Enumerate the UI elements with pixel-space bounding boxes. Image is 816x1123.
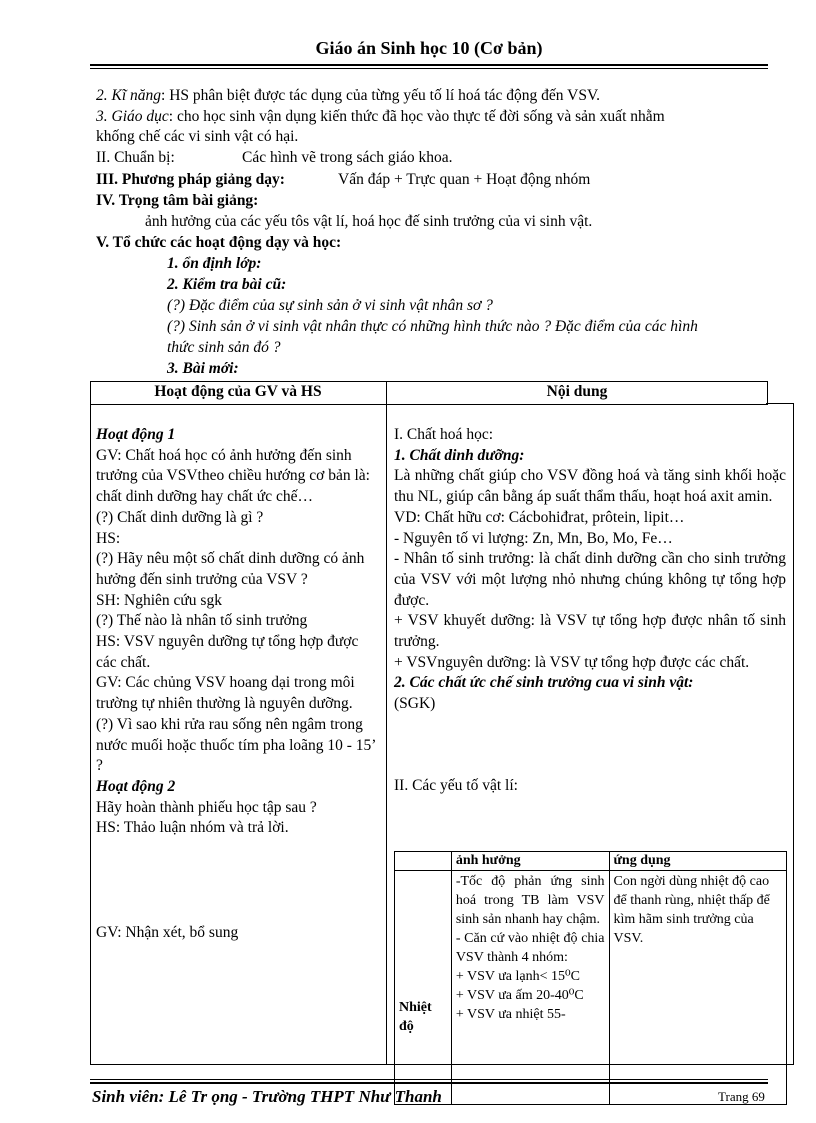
page-number: Trang 69 — [718, 1089, 765, 1104]
section-chemical: I. Chất hoá học: — [394, 426, 494, 443]
effect-line: + VSV ưa lạnh< 15⁰C — [455, 969, 580, 984]
review-question-2-cont: thức sinh sản đó ? — [167, 339, 281, 356]
footer-author: Sinh viên: Lê Tr ọng - Trường THPT Như Thanh — [92, 1087, 442, 1106]
footer-rule-thin — [90, 1079, 768, 1080]
activity-line: GV: Chất hoá học có ảnh hưởng đến sinh trưởng của VSVtheo chiều hướng cơ bản là: chất dinh dưỡng hay chất ức chế… — [96, 446, 370, 506]
physical-factors-table — [394, 851, 787, 1105]
step-3: 3. Bài mới: — [167, 360, 239, 377]
activity-line: SH: Nghiên cứu sgk — [96, 591, 222, 609]
table-header-right: Nội dung — [546, 383, 608, 400]
footer-rule — [90, 1082, 768, 1084]
effect-line: - Căn cứ vào nhiệt độ chia VSV thành 4 nhóm: — [455, 931, 605, 965]
activity-line: Hãy hoàn thành phiếu học tập sau ? — [96, 798, 317, 816]
temperature-effect-cell — [451, 871, 609, 1105]
table-body-edge — [766, 403, 793, 404]
subsection-nutrients: 1. Chất dinh dưỡng: — [394, 446, 525, 464]
activity-line: GV: Nhận xét, bổ sung — [96, 924, 239, 942]
edu-label: 3. Giáo dục — [96, 108, 169, 125]
method-line — [96, 170, 591, 190]
content-column — [394, 425, 786, 797]
prep-line — [96, 148, 453, 168]
section-physical: II. Các yếu tố vật lí: — [394, 776, 518, 794]
edu-line-2: khống chế các vi sinh vật có hại. — [96, 128, 299, 145]
activity-line: (?) Chất dinh dưỡng là gì ? — [96, 508, 264, 526]
header-rule-thin — [90, 68, 768, 69]
content-line: VD: Chất hữu cơ: Cácbohiđrat, prôtein, lipit… — [394, 508, 685, 526]
review-question-1: (?) Đặc điểm của sự sinh sản ở vi sinh vật nhân sơ ? — [167, 297, 493, 314]
content-line: Là những chất giúp cho VSV đồng hoá và tăng sinh khối hoặc thu NL, giúp cân bằng áp suất thẩm thấu, hoạt hoá axit amin. — [394, 467, 786, 506]
activity-1-title: Hoạt động 1 — [96, 426, 176, 443]
activity-line: (?) Thế nào là nhân tố sinh trưởng — [96, 612, 308, 630]
table-row — [395, 852, 787, 871]
edu-text: : cho học sinh vận dụng kiến thức đã học vào thực tế đời sống và sản xuất nhằm — [168, 108, 665, 125]
skill-line — [96, 86, 600, 106]
subsection-inhibitors: 2. Các chất ức chế sinh trưởng cua vi sinh vật: — [394, 674, 694, 692]
activities-column — [96, 425, 380, 944]
activity-line: HS: VSV nguyên dưỡng tự tổng hợp được các chất. — [96, 633, 359, 671]
table-header-effect: ảnh hưởng — [451, 852, 609, 871]
activity-line: HS: Thảo luận nhóm và trả lời. — [96, 819, 289, 837]
page-header-title: Giáo án Sinh học 10 (Cơ bản) — [315, 38, 543, 58]
content-line: + VSVnguyên dưỡng: là VSV tự tổng hợp được các chất. — [394, 653, 750, 671]
step-2: 2. Kiểm tra bài cũ: — [167, 276, 287, 293]
table-header-left: Hoạt động của GV và HS — [154, 383, 322, 400]
review-question-2: (?) Sinh sản ở vi sinh vật nhân thực có những hình thức nào ? Đặc điểm của các hình — [167, 318, 698, 335]
prep-label: II. Chuẩn bị: — [96, 149, 175, 166]
content-line: + VSV khuyết dưỡng: là VSV tự tổng hợp được nhân tố sinh trưởng. — [394, 612, 786, 651]
edu-line — [96, 107, 665, 127]
content-line: (SGK) — [394, 695, 436, 713]
method-text: Vấn đáp + Trực quan + Hoạt động nhóm — [338, 171, 591, 188]
activity-line: (?) Hãy nêu một số chất dinh dưỡng có ảnh hưởng đến sinh trưởng của VSV ? — [96, 550, 365, 588]
row-label-temperature: Nhiệt độ — [395, 871, 452, 1105]
effect-line: + VSV ưa nhiệt 55- — [455, 1007, 566, 1022]
table-header-apply: ứng dụng — [609, 852, 786, 871]
effect-line: -Tốc độ phản ứng sinh hoá trong TB làm VSV sinh sản nhanh hay chậm. — [455, 874, 605, 927]
table-row — [395, 871, 787, 1105]
activity-line: HS: — [96, 529, 121, 547]
method-label: III. Phương pháp giảng dạy: — [96, 171, 285, 188]
table-cell — [395, 852, 452, 871]
step-1: 1. ổn định lớp: — [167, 255, 262, 272]
header-rule — [90, 64, 768, 66]
focus-label: IV. Trọng tâm bài giảng: — [96, 192, 259, 209]
activity-line: (?) Vì sao khi rửa rau sống nên ngâm trong nước muối hoặc thuốc tím pha loãng 10 - 15’ ? — [96, 715, 376, 775]
temperature-apply-cell: Con ngời dùng nhiệt độ cao để thanh rùng, nhiệt thấp để kìm hãm sinh trưởng của VSV. — [609, 871, 786, 1105]
effect-line: + VSV ưa ấm 20-40⁰C — [455, 988, 584, 1003]
activity-line: GV: Các chủng VSV hoang dại trong môi trường tự nhiên thường là nguyên dưỡng. — [96, 674, 355, 713]
org-label: V. Tổ chức các hoạt động dạy và học: — [96, 234, 342, 251]
skill-text: : HS phân biệt được tác dụng của từng yếu tố lí hoá tác động đến VSV. — [161, 87, 601, 104]
activity-2-title: Hoạt động 2 — [96, 777, 176, 795]
focus-text: ảnh hưởng của các yếu tôs vật lí, hoá học đế sinh trưởng của vi sinh vật. — [145, 213, 593, 230]
content-line: - Nhân tố sinh trưởng: là chất dinh dưỡng cần cho sinh trưởng của VSV với một lượng nhỏ nhưng chúng không tự tổng hợp được. — [394, 550, 786, 609]
content-line: - Nguyên tố vi lượng: Zn, Mn, Bo, Mo, Fe… — [394, 529, 673, 547]
prep-text: Các hình vẽ trong sách giáo khoa. — [242, 149, 453, 166]
skill-label: 2. Kĩ năng — [96, 87, 162, 104]
